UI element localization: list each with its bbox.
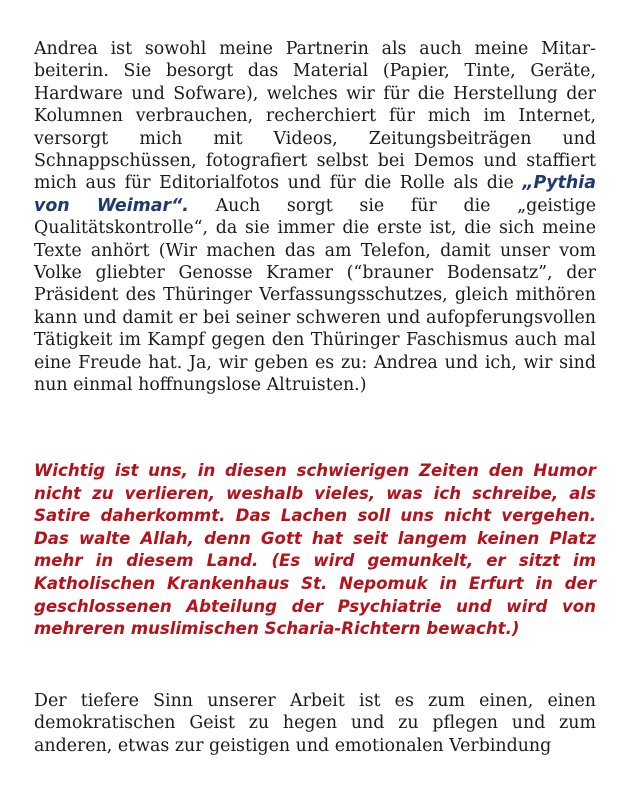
paragraph-satire-notice: Wichtig ist uns, in diesen schwierigen Zeiten den Humor nicht zu verlieren, weshalb vieles, was ich schreibe, als Satire daherkommt. Das Lachen soll uns nicht vergehen. Das walte Allah, denn Gott hat seit langem keinen Platz mehr in diesem Land. (Es wird gemunkelt, er sitzt im Katholischen Krankenhaus St. Nepomuk in Erfurt in der geschlossenen Abteilung der Psychiatrie und wird von mehreren muslimischen Scharia-Richtern bewacht.) (34, 461, 596, 639)
paragraph-andrea-text-after: Auch sorgt sie für die „geistige Qualitätskontrolle“, da sie immer die erste ist, die sich meine Texte anhört (Wir machen das am Telefon, damit unser vom Volke gliebter Genosse Kramer (“brauner Bodensatz”, der Präsident des Thüringer Verfassungsschutzes, gleich mithören kann und damit er bei seiner schweren und aufopferungsvollen Tätigkeit im Kampf gegen den Thüringer Faschismus auch mal eine Freude hat. Ja, wir geben es zu: Andrea und ich, wir sind nun einmal hoffnungslose Altruisten.) (34, 195, 596, 396)
paragraph-andrea (34, 38, 596, 397)
pythia-von-weimar-highlight: „Pythia von Weimar“. (34, 173, 596, 216)
paragraph-andrea-text-before: Andrea ist sowohl meine Partnerin als auch meine Mitarbeiterin. Sie besorgt das Material (Papier, Tinte, Geräte, Hardware und Sofware), welches wir für die Herstellung der Kolumnen verbrauchen, recherchiert für mich im Internet, versorgt mich mit Videos, Zeitungsbeiträgen und Schnappschüssen, fotografiert selbst bei Demos und staffiert mich aus für Editorialfotos und für die Rolle als die (34, 39, 596, 194)
paragraph-deeper-meaning: Der tiefere Sinn unserer Arbeit ist es zum einen, einen demokratischen Geist zu hegen und zu pflegen und zum anderen, etwas zur geistigen und emotionalen Verbindung (34, 691, 596, 756)
